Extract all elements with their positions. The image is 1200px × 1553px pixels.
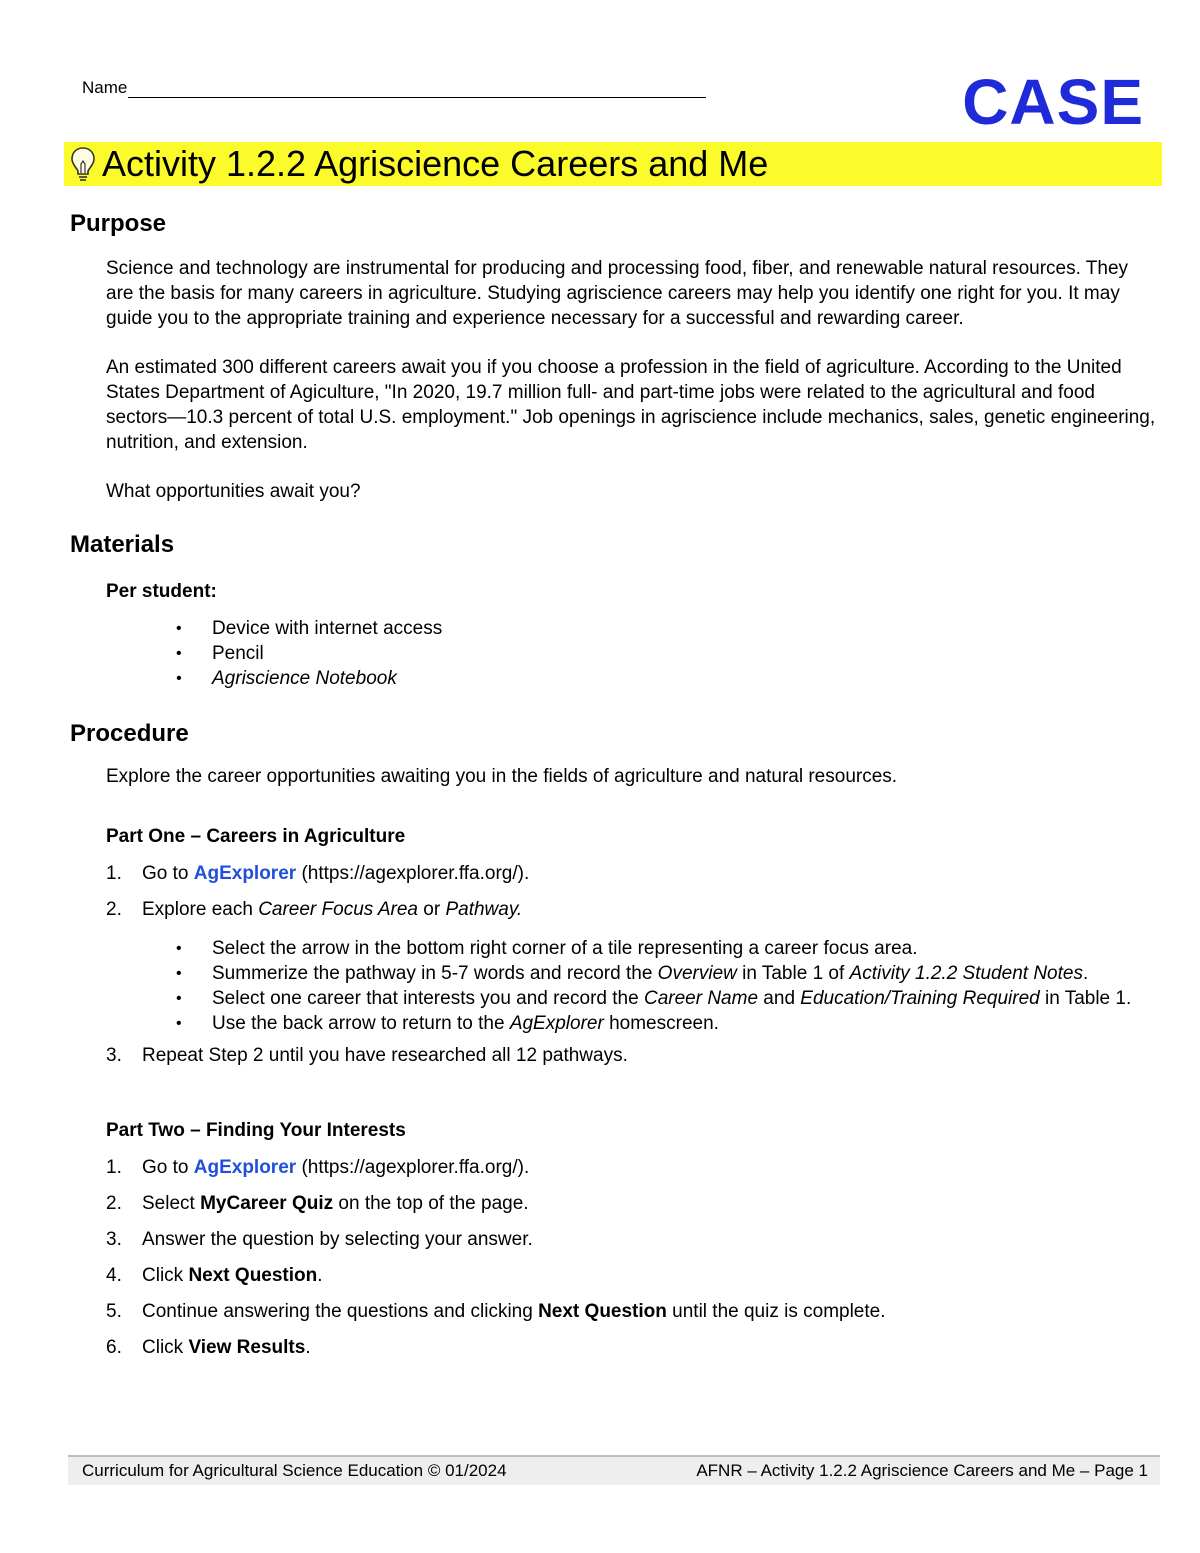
purpose-heading: Purpose bbox=[70, 210, 167, 237]
list-item: • Agriscience Notebook bbox=[176, 666, 1160, 691]
list-item: 3. Repeat Step 2 until you have researched all 12 pathways. bbox=[106, 1045, 628, 1067]
list-item: 2. Select MyCareer Quiz on the top of the page. bbox=[106, 1193, 529, 1215]
procedure-heading: Procedure bbox=[70, 719, 189, 747]
list-item: • Device with internet access bbox=[176, 616, 1160, 641]
per-student-label: Per student: bbox=[106, 580, 217, 602]
list-item: 6. Click View Results. bbox=[106, 1337, 311, 1359]
lightbulb-icon bbox=[66, 144, 100, 184]
list-item: 3. Answer the question by selecting your answer. bbox=[106, 1229, 533, 1251]
list-item: 1. Go to AgExplorer (https://agexplorer.ffa.org/). bbox=[106, 863, 530, 885]
list-item: 2. Explore each Career Focus Area or Pathway. bbox=[106, 899, 523, 921]
agexplorer-link[interactable]: AgExplorer bbox=[193, 863, 297, 885]
part-two-title: Part Two – Finding Your Interests bbox=[106, 1120, 406, 1142]
case-logo: CASE bbox=[962, 66, 1144, 138]
main-content bbox=[70, 210, 1160, 1360]
name-label: Name bbox=[82, 78, 128, 97]
part-one-steps-continued bbox=[70, 1043, 1160, 1068]
materials-list bbox=[70, 616, 1160, 691]
list-item: • Summerize the pathway in 5-7 words and record the Overview in Table 1 of Activity 1.2.2 Student Notes. bbox=[176, 961, 1160, 986]
list-item: • Select one career that interests you and record the Career Name and Education/Training Required in Table 1. bbox=[176, 986, 1160, 1011]
procedure-intro: Explore the career opportunities awaiting you in the fields of agriculture and natural resources. bbox=[106, 766, 898, 788]
footer-page-info: AFNR – Activity 1.2.2 Agriscience Careers and Me – Page 1 bbox=[696, 1461, 1148, 1480]
materials-heading: Materials bbox=[70, 530, 175, 558]
purpose-paragraph-2: An estimated 300 different careers await you if you choose a profession in the field of agriculture. According to the United States Department of Agiculture, "In 2020, 19.7 million full- and part-time jobs were related to the agricultural and food sectors—10.3 percent of total U.S. employment." Job openings in agriscience include mechanics, sales, genetic engineering, nutrition, and extension. bbox=[106, 356, 1156, 453]
agexplorer-link[interactable]: AgExplorer bbox=[193, 1157, 297, 1179]
list-item: • Select the arrow in the bottom right corner of a tile representing a career focus area. bbox=[176, 936, 1160, 961]
footer-copyright: Curriculum for Agricultural Science Education © 01/2024 bbox=[82, 1461, 507, 1480]
list-item: • Use the back arrow to return to the AgExplorer homescreen. bbox=[176, 1011, 1160, 1036]
name-blank-line bbox=[128, 81, 706, 98]
list-item: • Pencil bbox=[176, 641, 1160, 666]
part-one-title: Part One – Careers in Agriculture bbox=[106, 826, 406, 848]
purpose-paragraph-3: What opportunities await you? bbox=[106, 480, 361, 502]
title-banner bbox=[64, 142, 1162, 186]
purpose-paragraph-1: Science and technology are instrumental for producing and processing food, fiber, and renewable natural resources. They are the basis for many careers in agriculture. Studying agriscience careers may help you identify one right for you. It may guide you to the appropriate training and experience necessary for a successful and rewarding career. bbox=[106, 257, 1129, 329]
part-two-steps bbox=[70, 1155, 1160, 1360]
name-field bbox=[82, 78, 706, 98]
list-item: 4. Click Next Question. bbox=[106, 1265, 323, 1287]
part-one-steps bbox=[70, 861, 1160, 922]
page-title: Activity 1.2.2 Agriscience Careers and Me bbox=[102, 143, 769, 184]
list-item: 1. Go to AgExplorer (https://agexplorer.ffa.org/). bbox=[106, 1157, 530, 1179]
part-one-substeps bbox=[70, 936, 1160, 1036]
page-footer bbox=[68, 1455, 1160, 1485]
list-item: 5. Continue answering the questions and clicking Next Question until the quiz is complete. bbox=[106, 1301, 886, 1323]
